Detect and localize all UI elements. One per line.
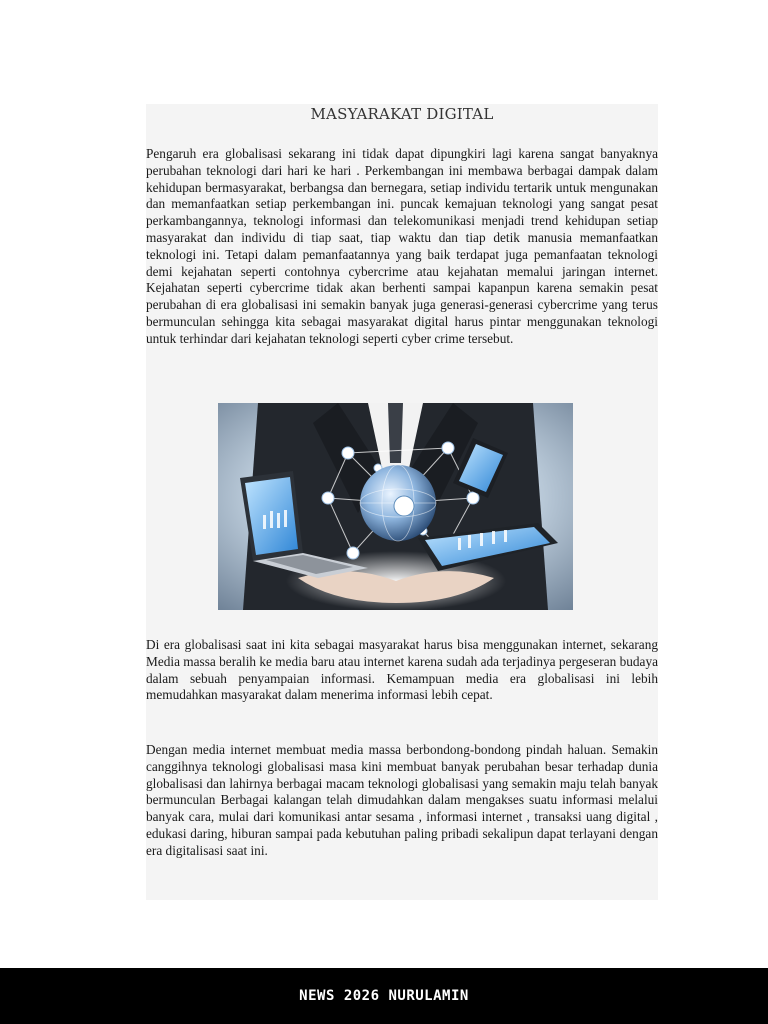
document-title: MASYARAKAT DIGITAL	[310, 105, 494, 123]
digital-technology-illustration	[218, 403, 573, 610]
document-page	[146, 104, 658, 900]
footer-text: NEWS 2026 NURULAMIN	[299, 988, 469, 1004]
footer-bar	[0, 968, 768, 1024]
paragraph-1: Pengaruh era globalisasi sekarang ini tidak dapat dipungkiri lagi karena sangat banyaknya perubahan teknologi dari hari ke hari . Perkembangan ini membawa berbagai dampak dalam kehidupan bermasyarakat, berbangsa dan bernegara, setiap individu tertarik untuk mengunakan dan memanfaatkan setiap perkembangan ini. puncak kemajuan teknologi yang sangat pesat perkambangannya, teknologi informasi dan telekomunikasi menjadi trend kehidupan setiap masyarakat dan individu di tiap saat, tiap waktu dan tiap detik manusia memanfaatkan teknologi ini. Tetapi dalam pemanfaatannya yang baik terdapat juga pemanfaatan teknologi demi kejahatan seperti contohnya cybercrime atau kejahatan memalui jaringan internet. Kejahatan seperti cybercrime tidak akan berhenti sampai kapanpun karena semakin pesat perubahan di era globalisasi ini semakin banyak juga generasi-generasi cybercrime yang terus bermunculan sehingga kita sebagai masyarakat digital harus pintar menggunakan teknologi untuk terhindar dari kejahatan teknologi seperti cyber crime tersebut.	[146, 146, 658, 346]
paragraph-3: Dengan media internet membuat media massa berbondong-bondong pindah haluan. Semakin canggihnya teknologi globalisasi masa kini membuat banyak perubahan besar terhadap dunia globalisasi dan lahirnya berbagai macam teknologi globalisasi yang semakin maju telah banyak bermunculan Berbagai kalangan telah dimudahkan dalam mengakses suatu informasi melalui banyak cara, mulai dari komunikasi antar sesama , informasi internet , transaksi uang digital , edukasi daring, hiburan sampai pada kebutuhan paling pribadi sekalipun dapat terlayani dengan era digitalisasi saat ini.	[146, 742, 658, 858]
paragraph-2: Di era globalisasi saat ini kita sebagai masyarakat harus bisa menggunakan internet, sekarang Media massa beralih ke media baru atau internet karena sudah ada terjadinya pergeseran budaya dalam sebuah penyampaian informasi. Kemampuan media era globalisasi ini lebih memudahkan masyarakat dalam menerima informasi lebih cepat.	[146, 637, 658, 703]
